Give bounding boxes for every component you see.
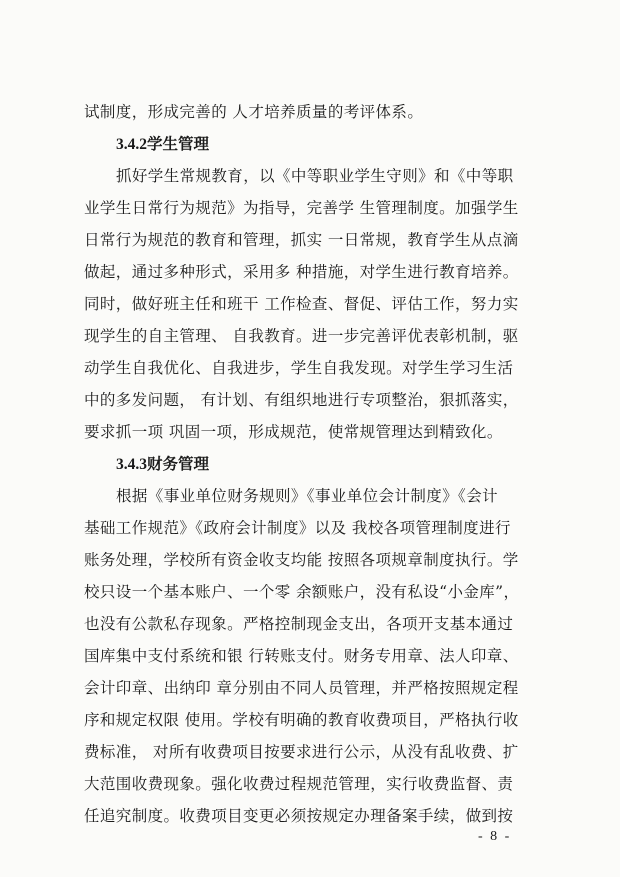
paragraph-line: 序和规定权限 使用。学校有明确的教育收费项目，严格执行收 [84, 711, 519, 729]
paragraph-line: 会计印章、出纳印 章分别由不同人员管理，并严格按照规定程 [84, 679, 519, 697]
paragraph-line: 根据《事业单位财务规则》《事业单位会计制度》《会计 [116, 487, 499, 505]
section-heading-student-management [116, 134, 209, 155]
paragraph-line: 也没有公款私存现象。严格控制现金支出，各项开支基本通过 [84, 615, 514, 633]
paragraph-line: 国库集中支付系统和银 行转账支付。财务专用章、法人印章、 [84, 647, 519, 665]
paragraph-line: 任追究制度。收费项目变更必须按规定办理备案手续，做到按 [84, 807, 514, 825]
paragraph-line: 做起，通过多种形式，采用多 种措施，对学生进行教育培养。 [84, 263, 519, 281]
section-title: 财务管理 [147, 454, 210, 473]
paragraph-line: 中的多发问题， 有计划、有组织地进行专项整治，狠抓落实， [84, 391, 519, 409]
section-heading-financial-management [116, 454, 209, 475]
paragraph-line: 抓好学生常规教育，以《中等职业学生守则》和《中等职 [116, 167, 514, 185]
section-number: 3.4.3 [116, 456, 147, 473]
paragraph-line: 动学生自我优化、自我进步，学生自我发现。对学生学习生活 [84, 359, 514, 377]
paragraph-line: 费标准， 对所有收费项目按要求进行公示，从没有乱收费、扩 [84, 743, 519, 761]
paragraph-line: 账务处理，学校所有资金收支均能 按照各项规章制度执行。学 [84, 551, 519, 569]
paragraph-line: 业学生日常行为规范》为指导，完善学 生管理制度。加强学生 [84, 199, 519, 217]
paragraph-line: 大范围收费现象。强化收费过程规范管理，实行收费监督、责 [84, 775, 514, 793]
paragraph-line: 现学生的自主管理、 自我教育。进一步完善评优表彰机制，驱 [84, 327, 519, 345]
paragraph-line: 同时，做好班主任和班干 工作检查、督促、评估工作，努力实 [84, 295, 519, 313]
paragraph-line: 试制度，形成完善的 人才培养质量的考评体系。 [84, 103, 424, 121]
section-number: 3.4.2 [116, 136, 147, 153]
section-title: 学生管理 [147, 134, 210, 153]
paragraph-line: 基础工作规范》《政府会计制度》以及 我校各项管理制度进行 [84, 519, 511, 537]
paragraph-line: 日常行为规范的教育和管理，抓实 一日常规，教育学生从点滴 [84, 231, 519, 249]
paragraph-line: 校只设一个基本账户、一个零 余额账户，没有私设“小金库”， [84, 583, 520, 601]
paragraph-line: 要求抓一项 巩固一项，形成规范，使常规管理达到精致化。 [84, 423, 503, 441]
page-number: - 8 - [478, 829, 512, 844]
